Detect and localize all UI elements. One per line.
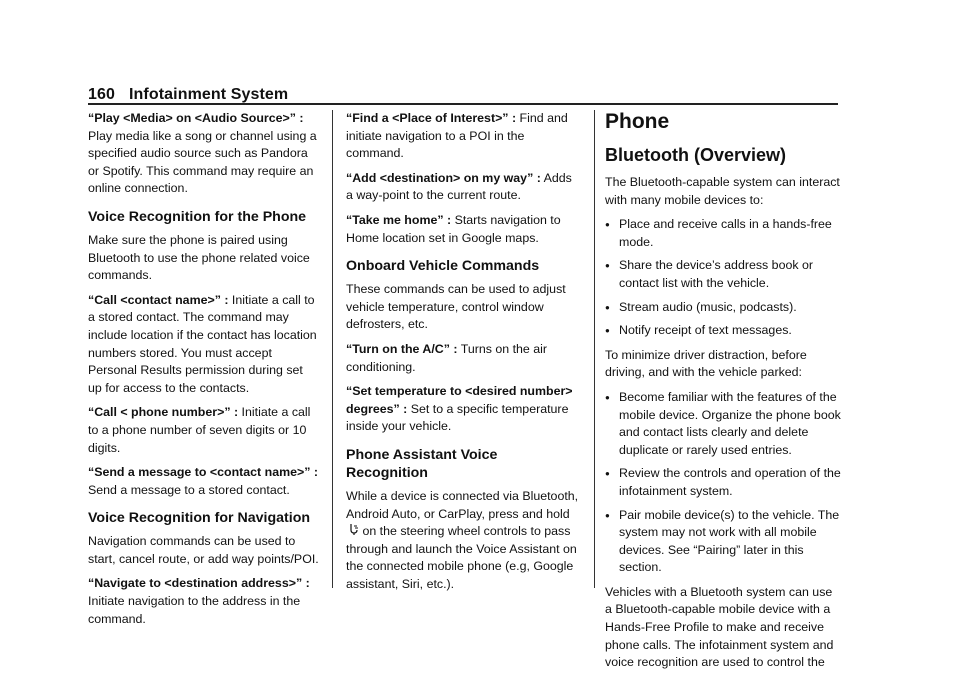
paragraph-text: on the steering wheel controls to pass through and launch the Voice Assistant on the connected mobile phone (e.g, Google assistant, Siri, etc.). [346,524,577,591]
command-description: Play media like a song or channel using a specified audio source such as Pandora or Spotify. This command may require an online connection. [88,128,317,196]
paragraph [346,212,582,247]
column-divider [332,110,333,588]
command: “Play <Media> on <Audio Source>” : [88,111,304,125]
heading-bluetooth-overview: Bluetooth (Overview) [605,145,787,165]
voice-recognition-icon [349,523,359,541]
command-description: Adds a way-point to the current route. [346,170,572,203]
command: “Turn on the A/C” : [346,341,458,356]
paragraph [346,488,582,594]
header-rule [88,103,838,105]
command: “Take me home” : [346,212,452,227]
command-description: Initiate a call to a phone number of seven digits or 10 digits. [88,405,311,455]
page-header [88,82,838,104]
command-description: Turns on the air conditioning. [346,341,548,374]
command-description: Send a message to a stored contact. [88,482,290,497]
section-heading-phone: Phone [605,110,670,133]
command-description: Initiate a call to a stored contact. The command may include location if the contact has location numbers stored. You must accept Personal Results permission during set up for access to the contacts. [88,292,317,395]
list-item: ● Pair mobile device(s) to the vehicle. The system may not work with all mobile devices. See “Pairing” later in this section. [605,507,841,577]
command: “Set temperature to <desired number> degrees” : [346,384,573,416]
column-1 [88,110,320,635]
paragraph [346,170,582,205]
bullet-list [605,216,841,340]
list-item: ● Stream audio (music, podcasts). [605,299,841,317]
paragraph [88,404,320,457]
command-description: Initiate navigation to the address in the command. [88,594,301,626]
heading-navigation-voice: Voice Recognition for Navigation [88,510,311,527]
paragraph [88,464,320,499]
paragraph [88,575,320,628]
paragraph: The Bluetooth-capable system can interact with many mobile devices to: [605,175,840,207]
paragraph [88,110,320,198]
command: “Navigate to <destination address>” : [88,576,310,591]
paragraph-text: While a device is connected via Bluetooth, Android Auto, or CarPlay, press and hold [346,488,579,521]
list-item: ● Become familiar with the features of the mobile device. Organize the phone book and contact lists clearly and delete duplicate or rarely used entries. [605,389,841,459]
paragraph: To minimize driver distraction, before driving, and with the vehicle parked: [605,347,807,380]
command: “Find a <Place of Interest>” : [346,111,517,125]
paragraph: Navigation commands can be used to start, cancel route, or add way points/POI. [88,534,319,566]
column-2 [346,110,582,600]
heading-onboard-commands: Onboard Vehicle Commands [346,258,540,275]
paragraph: Make sure the phone is paired using Bluetooth to use the phone related voice commands. [88,232,310,283]
command-description: Find and initiate navigation to a POI in the command. [346,111,568,161]
list-item: ● Review the controls and operation of the infotainment system. [605,465,841,500]
section-title: Infotainment System [129,86,289,103]
list-item: ● Place and receive calls in a hands-free mode. [605,216,841,251]
command: “Send a message to <contact name>” : [88,465,318,480]
column-divider [594,110,595,588]
command: “Add <destination> on my way” : [346,170,541,185]
paragraph [346,341,582,376]
command-description: Starts navigation to Home location set in Google maps. [346,212,561,245]
paragraph: These commands can be used to adjust vehicle temperature, control window defrosters, etc. [346,282,566,332]
heading-phone-assistant: Phone Assistant Voice Recognition [346,446,498,481]
paragraph [346,110,582,163]
bullet-list [605,389,841,577]
heading-phone-voice: Voice Recognition for the Phone [88,208,307,225]
command: “Call < phone number>” : [88,405,239,420]
paragraph [88,292,320,398]
paragraph [346,383,582,436]
list-item: ● Notify receipt of text messages. [605,322,841,340]
command: “Call <contact name>” : [88,292,229,307]
page-number: 160 [88,86,115,103]
list-item: ● Share the device’s address book or contact list with the vehicle. [605,257,841,292]
paragraph: Vehicles with a Bluetooth system can use a Bluetooth-capable mobile device with a Hands-Free Profile to make and receive phone calls. The infotainment system and voice recognition are used to control the [605,584,834,670]
command-description: Set to a specific temperature inside your vehicle. [346,401,569,434]
column-3 [605,110,841,678]
